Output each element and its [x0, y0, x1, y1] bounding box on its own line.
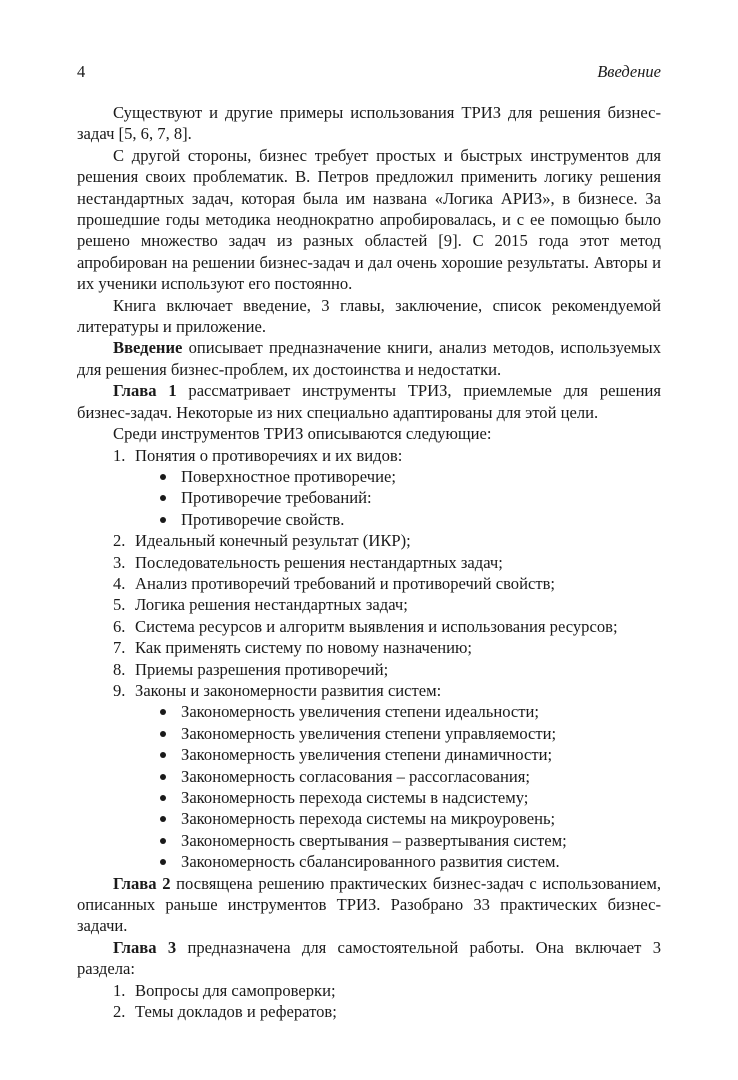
list-item-text: Темы докладов и рефератов; — [135, 1002, 337, 1022]
list-item-text: Как применять систему по новому назначению; — [135, 638, 473, 658]
paragraph-introduction — [77, 337, 661, 380]
list-item — [77, 509, 661, 530]
list-item-text: Противоречие свойств. — [181, 509, 345, 529]
page-number: 4 — [77, 62, 86, 81]
list-number: 1. — [113, 980, 126, 1000]
bullet-icon — [160, 474, 166, 480]
list-item — [77, 659, 661, 680]
list-item — [77, 637, 661, 658]
list-item — [77, 445, 661, 466]
bullet-icon — [160, 774, 166, 780]
list-number: 5. — [113, 595, 126, 615]
list-number: 8. — [113, 659, 126, 679]
list-item — [77, 487, 661, 508]
list-item — [77, 830, 661, 851]
list-item-text: Поверхностное противоречие; — [181, 466, 396, 486]
laws-list — [77, 701, 661, 872]
chapter-2-text: посвящена решению практических бизнес-задач с использованием, описанных раньше инструментов ТРИЗ. Разобрано 33 практических бизнес-задачи. — [77, 873, 661, 936]
bullet-icon — [160, 709, 166, 715]
list-item-text: Закономерность увеличения степени идеальности; — [181, 702, 540, 722]
list-item-text: Закономерность перехода системы в надсистему; — [181, 788, 529, 807]
list-item — [77, 744, 661, 765]
bullet-icon — [160, 752, 166, 758]
list-item-text: Законы и закономерности развития систем: — [135, 680, 442, 700]
list-number: 3. — [113, 552, 126, 572]
chapter-1-label: Глава 1 — [113, 381, 177, 401]
page-body — [77, 102, 661, 1022]
list-item-text: Закономерность увеличения степени динамичности; — [181, 745, 553, 765]
paragraph-tools-intro: Среди инструментов ТРИЗ описываются следующие: — [113, 424, 492, 444]
list-item — [77, 594, 661, 615]
chapter-3-label: Глава 3 — [113, 937, 177, 957]
running-header — [77, 62, 661, 84]
introduction-label: Введение — [113, 338, 183, 358]
chapter-3-sections-list — [77, 980, 661, 1023]
list-item-text: Понятия о противоречиях и их видов: — [135, 445, 403, 465]
list-item-text: Приемы разрешения противоречий; — [135, 659, 389, 679]
list-item — [77, 980, 661, 1001]
bullet-icon — [160, 731, 166, 737]
list-number: 9. — [113, 680, 126, 700]
bullet-icon — [160, 495, 166, 501]
list-number: 2. — [113, 1002, 126, 1022]
list-item — [77, 808, 661, 829]
list-item — [77, 616, 661, 637]
list-item — [77, 573, 661, 594]
section-title: Введение — [597, 62, 661, 81]
list-item-text: Закономерность свертывания – развертывания систем; — [181, 830, 567, 850]
list-item — [77, 530, 661, 551]
list-item — [77, 680, 661, 701]
list-item-text: Закономерность сбалансированного развития систем. — [181, 852, 560, 872]
contradiction-types-list — [77, 466, 661, 530]
list-number: 4. — [113, 573, 126, 593]
paragraph-business-needs: С другой стороны, бизнес требует простых и быстрых инструментов для решения своих проблематик. В. Петров предложил применить логику решения нестандартных задач, которая была им названа «Логика АРИЗ», в бизнесе. За прошедшие годы методика неоднократно апробировалась, и с ее помощью было решено множество задач из разных областей [9]. С 2015 года этот метод апробирован на решении бизнес-задач и дал очень хорошие результаты. Авторы и их ученики используют его постоянно. — [77, 145, 661, 294]
paragraph-chapter-2 — [77, 873, 661, 937]
list-item — [77, 701, 661, 722]
list-item-text: Закономерность увеличения степени управляемости; — [181, 723, 557, 743]
bullet-icon — [160, 517, 166, 523]
list-item-text: Идеальный конечный результат (ИКР); — [135, 531, 411, 551]
list-number: 2. — [113, 531, 126, 551]
list-item — [77, 466, 661, 487]
list-item-text: Закономерность согласования – рассогласования; — [181, 766, 530, 786]
paragraph-chapter-3 — [77, 937, 661, 980]
paragraph-book-structure: Книга включает введение, 3 главы, заключение, список рекомендуемой литературы и приложение. — [77, 295, 661, 337]
chapter-3-text: предназначена для самостоятельной работы. Она включает 3 раздела: — [77, 937, 662, 979]
list-number: 7. — [113, 638, 126, 658]
list-item — [77, 787, 661, 808]
bullet-icon — [160, 816, 166, 822]
chapter-1-text: рассматривает инструменты ТРИЗ, приемлемые для решения бизнес-задач. Некоторые из них специально адаптированы для этой цели. — [77, 381, 661, 422]
list-item-text: Противоречие требований: — [181, 488, 372, 508]
list-item — [77, 851, 661, 872]
bullet-icon — [160, 838, 166, 844]
paragraph-chapter-1 — [77, 380, 661, 423]
list-item-text: Вопросы для самопроверки; — [135, 980, 336, 1000]
paragraph-other-examples: Существуют и другие примеры использования ТРИЗ для решения бизнес-задач [5, 6, 7, 8]. — [77, 103, 661, 144]
list-item — [77, 766, 661, 787]
list-item — [77, 723, 661, 744]
list-item-text: Система ресурсов и алгоритм выявления и использования ресурсов; — [135, 616, 618, 636]
bullet-icon — [160, 859, 166, 865]
introduction-text: описывает предназначение книги, анализ методов, используемых для решения бизнес-проблем, их достоинства и недостатки. — [77, 338, 661, 379]
list-item-text: Логика решения нестандартных задач; — [135, 595, 408, 615]
list-number: 1. — [113, 445, 126, 465]
list-number: 6. — [113, 616, 126, 636]
list-item-text: Закономерность перехода системы на микроуровень; — [181, 809, 556, 829]
tools-list — [77, 445, 661, 873]
chapter-2-label: Глава 2 — [113, 873, 171, 893]
list-item-text: Последовательность решения нестандартных задач; — [135, 552, 503, 572]
list-item-text: Анализ противоречий требований и противоречий свойств; — [135, 573, 556, 593]
list-item — [77, 552, 661, 573]
bullet-icon — [160, 795, 166, 801]
list-item — [77, 1001, 661, 1022]
